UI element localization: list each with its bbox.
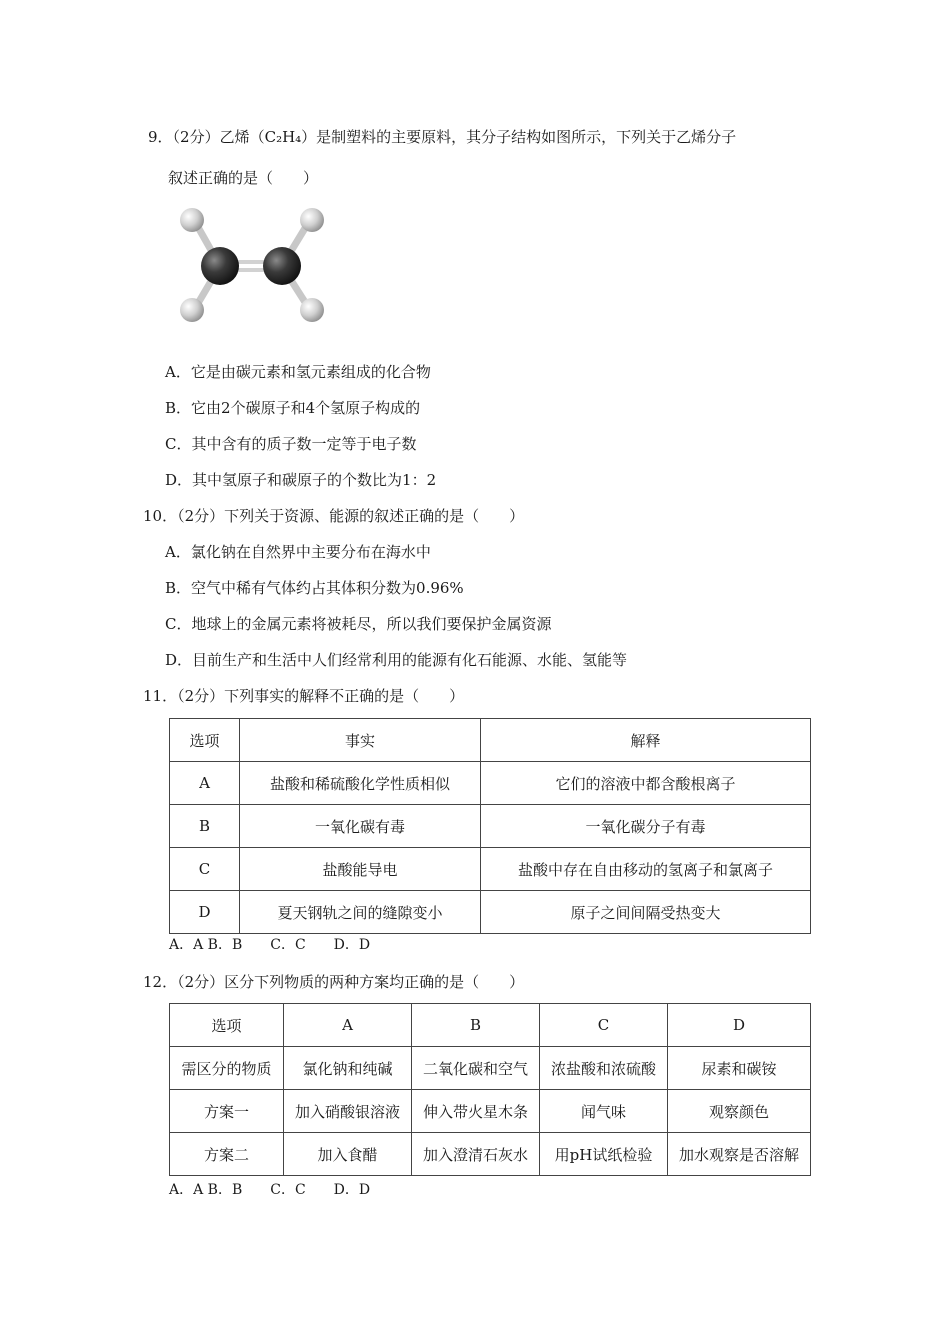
q9-stem-line1: 9．（2分）乙烯（C₂H₄）是制塑料的主要原料，其分子结构如图所示，下列关于乙烯分子 — [148, 128, 737, 146]
table-cell: 观察颜色 — [668, 1090, 811, 1133]
table-cell: 二氧化碳和空气 — [412, 1047, 540, 1090]
table-cell: 夏天钢轨之间的缝隙变小 — [240, 891, 481, 934]
table-cell: 浓盐酸和浓硫酸 — [540, 1047, 668, 1090]
table-header-cell: 选项 — [170, 719, 240, 762]
table-header-cell: D — [668, 1004, 811, 1047]
table-cell: C — [170, 848, 240, 891]
ethylene-molecule-figure — [170, 200, 335, 340]
table-cell: 加水观察是否溶解 — [668, 1133, 811, 1176]
table-header-row — [170, 1004, 811, 1047]
table-header-cell: B — [412, 1004, 540, 1047]
q10-option-a: A．氯化钠在自然界中主要分布在海水中 — [165, 543, 431, 561]
q9-option-a: A．它是由碳元素和氢元素组成的化合物 — [165, 363, 431, 381]
carbon-atom — [201, 247, 239, 285]
table-header-cell: 事实 — [240, 719, 481, 762]
q10-option-c: C．地球上的金属元素将被耗尽，所以我们要保护金属资源 — [165, 615, 552, 633]
table-row — [170, 891, 811, 934]
table-cell: B — [170, 805, 240, 848]
q9-option-d: D．其中氢原子和碳原子的个数比为1：2 — [165, 471, 437, 489]
table-cell: 原子之间间隔受热变大 — [481, 891, 811, 934]
table-header-cell: A — [284, 1004, 412, 1047]
table-cell: 盐酸中存在自由移动的氢离子和氯离子 — [481, 848, 811, 891]
q11-stem: 11．（2分）下列事实的解释不正确的是（ ） — [143, 687, 465, 705]
table-row — [170, 848, 811, 891]
table-cell: 用pH试纸检验 — [540, 1133, 668, 1176]
table-row — [170, 1133, 811, 1176]
table-cell: 方案二 — [170, 1133, 284, 1176]
hydrogen-atom — [300, 298, 324, 322]
table-header-cell: C — [540, 1004, 668, 1047]
table-cell: 闻气味 — [540, 1090, 668, 1133]
q9-stem-line2: 叙述正确的是（ ） — [168, 169, 319, 187]
table-cell: 它们的溶液中都含酸根离子 — [481, 762, 811, 805]
table-row — [170, 1047, 811, 1090]
table-cell: 需区分的物质 — [170, 1047, 284, 1090]
q10-option-d: D．目前生产和生活中人们经常利用的能源有化石能源、水能、氢能等 — [165, 651, 628, 669]
table-cell: 方案一 — [170, 1090, 284, 1133]
hydrogen-atom — [300, 208, 324, 232]
hydrogen-atom — [180, 298, 204, 322]
q12-stem: 12．（2分）区分下列物质的两种方案均正确的是（ ） — [143, 973, 525, 991]
carbon-atom — [263, 247, 301, 285]
table-header-row — [170, 719, 811, 762]
table-cell: 氯化钠和纯碱 — [284, 1047, 412, 1090]
table-row — [170, 762, 811, 805]
q10-stem: 10．（2分）下列关于资源、能源的叙述正确的是（ ） — [143, 507, 525, 525]
table-cell: 一氧化碳有毒 — [240, 805, 481, 848]
table-cell: D — [170, 891, 240, 934]
q11-table — [169, 718, 811, 934]
q12-table — [169, 1003, 811, 1176]
table-cell: 加入硝酸银溶液 — [284, 1090, 412, 1133]
table-cell: 加入食醋 — [284, 1133, 412, 1176]
table-cell: 加入澄清石灰水 — [412, 1133, 540, 1176]
hydrogen-atom — [180, 208, 204, 232]
table-cell: 尿素和碳铵 — [668, 1047, 811, 1090]
table-cell: 伸入带火星木条 — [412, 1090, 540, 1133]
table-cell: 盐酸和稀硫酸化学性质相似 — [240, 762, 481, 805]
table-cell: A — [170, 762, 240, 805]
q10-option-b: B．空气中稀有气体约占其体积分数为0.96% — [165, 579, 464, 597]
table-row — [170, 1090, 811, 1133]
q9-option-b: B．它由2个碳原子和4个氢原子构成的 — [165, 399, 421, 417]
table-cell: 一氧化碳分子有毒 — [481, 805, 811, 848]
table-row — [170, 805, 811, 848]
q9-option-c: C．其中含有的质子数一定等于电子数 — [165, 435, 417, 453]
q11-answer-choices: A．A B．B C．C D．D — [169, 937, 371, 953]
table-cell: 盐酸能导电 — [240, 848, 481, 891]
table-header-cell: 选项 — [170, 1004, 284, 1047]
table-header-cell: 解释 — [481, 719, 811, 762]
q12-answer-choices: A．A B．B C．C D．D — [169, 1182, 371, 1198]
